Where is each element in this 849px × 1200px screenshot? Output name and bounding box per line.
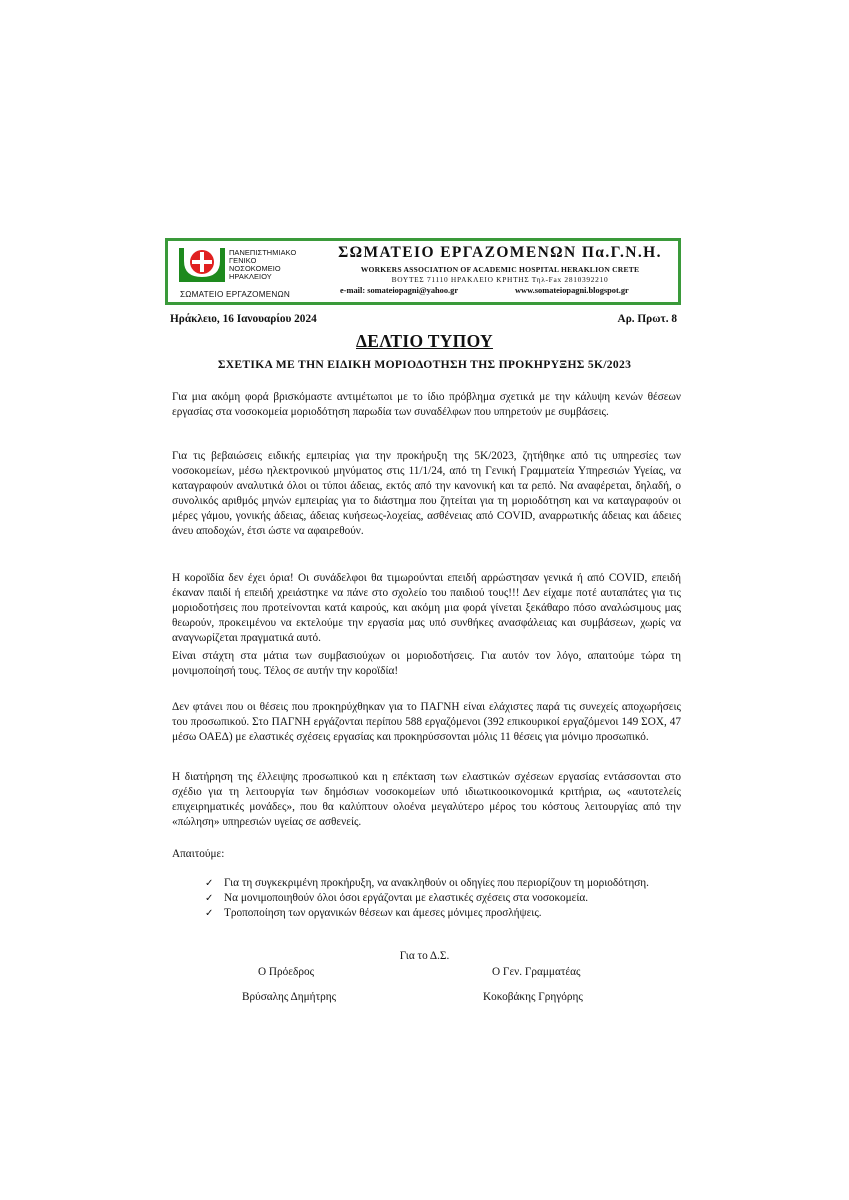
signature-role-president: Ο Πρόεδρος [258, 966, 315, 978]
hospital-name-line: ΠΑΝΕΠΙΣΤΗΜΙΑΚΟ [229, 248, 297, 257]
demand-text: Τροποποίηση των οργανικών θέσεων και άμεσες μόνιμες προσλήψεις. [224, 907, 542, 920]
union-english-name: WORKERS ASSOCIATION OF ACADEMIC HOSPITAL HERAKLION CRETE [360, 265, 640, 274]
union-label: ΣΩΜΑΤΕΙΟ ΕΡΓΑΖΟΜΕΝΩΝ [180, 290, 290, 299]
demands-list [205, 876, 681, 921]
website-link[interactable]: www.somateiopagni.blogspot.gr [515, 286, 629, 295]
protocol-number: Αρ. Πρωτ. 8 [617, 313, 677, 325]
union-logo [174, 245, 320, 303]
paragraph: Για τις βεβαιώσεις ειδικής εμπειρίας για την προκήρυξη της 5Κ/2023, ζητήθηκε από τις υπηρεσίες των νοσοκομείων, μέσω ηλεκτρονικού μηνύματος στις 11/1/24, από τη Γενική Γραμματεία Υπηρεσιών Υγείας, να καταγραφούν αναλυτικά όλοι οι τύποι άδειας, εκτός από την κανονική και τα ρεπό. Να αναφέρεται, δηλαδή, ο συνολικός αριθμός μηνών εμπειρίας για το διάστημα που ζητείται για τη μοριοδότηση και να καταγραφούν οι μέρες γάμου, γονικής άδειας, άδειας κυήσεως-λοχείας, ασθένειας από COVID, αναρρωτικής άδειας και άδειες άνευ αποδοχών, έτσι ώστε να αφαιρεθούν. [172, 450, 681, 538]
document-subtitle: ΣΧΕΤΙΚΑ ΜΕ ΤΗΝ ΕΙΔΙΚΗ ΜΟΡΙΟΔΟΤΗΣΗ ΤΗΣ ΠΡΟΚΗΡΥΞΗΣ 5Κ/2023 [217, 358, 632, 371]
paragraph: Η κοροϊδία δεν έχει όρια! Οι συνάδελφοι θα τιμωρούνται επειδή αρρώστησαν γενικά ή από COVID, επειδή έκαναν παιδί ή επειδή χρειάστηκε να πάνε στο σχολείο του παιδιού τους!!! Δεν είχαμε ποτέ αυταπάτες για τις μοριοδοτήσεις που προτείνονται κατά καιρούς, και ακόμη μια φορά γίνεται ξεκάθαρο πόσο αναλώσιμους μας θεωρούν, προκειμένου να εκτελούμε την εργασία μας υπό συνθήκες ανασφάλειας και συμβάσεων, χωρίς να αναγνωρίζεται πραγματικά αυτό. [172, 572, 681, 645]
paragraph: Είναι στάχτη στα μάτια των συμβασιούχων οι μοριοδοτήσεις. Για αυτόν τον λόγο, απαιτούμε τώρα τη μονιμοποίησή τους. Τέλος σε αυτήν την κοροϊδία! [172, 650, 681, 678]
email-link[interactable]: e-mail: somateiopagni@yahoo.gr [340, 286, 459, 295]
union-address: ΒΟΥΤΕΣ 71110 ΗΡΑΚΛΕΙΟ ΚΡΗΤΗΣ Τηλ-Fax 2810392210 [391, 275, 609, 284]
checkmark-icon: ✓ [205, 878, 214, 889]
paragraph: Δεν φτάνει που οι θέσεις που προκηρύχθηκαν για το ΠΑΓΝΗ είναι ελάχιστες παρά τις συνεχείς αποχωρήσεις του προσωπικού. Στο ΠΑΓΝΗ εργάζονται περίπου 588 εργαζόμενοι (392 επικουρικοί εργαζόμενοι 149 ΣΟΧ, 47 μέσω ΟΑΕΔ) με ελαστικές σχέσεις εργασίας και προκηρύσσονται μόλις 11 θέσεις για μόνιμο προσωπικό. [172, 701, 681, 744]
hospital-name-line: ΝΟΣΟΚΟΜΕΙΟ [229, 264, 281, 273]
union-title: ΣΩΜΑΤΕΙΟ ΕΡΓΑΖΟΜΕΝΩΝ Πα.Γ.Ν.Η. [338, 244, 662, 261]
signature-name-president: Βρύσαλης Δημήτρης [242, 991, 337, 1003]
paragraph: Για μια ακόμη φορά βρισκόμαστε αντιμέτωποι με το ίδιο πρόβλημα σχετικά με την κάλυψη κενών θέσεων εργασίας στα νοσοκομεία μοριοδότηση παρωδία των συναδέλφων που υπηρετούν με συμβάσεις. [172, 391, 681, 419]
checkmark-icon: ✓ [205, 908, 214, 920]
hospital-name [229, 249, 296, 281]
hospital-cross-logo-icon [178, 247, 226, 283]
demand-text: Για τη συγκεκριμένη προκήρυξη, να ανακληθούν οι οδηγίες που περιορίζουν τη μοριοδότηση. [224, 877, 649, 889]
hospital-name-line: ΗΡΑΚΛΕΙΟΥ [229, 272, 272, 281]
demand-item [205, 906, 681, 921]
paragraph: Η διατήρηση της έλλειψης προσωπικού και η επέκταση των ελαστικών σχέσεων εργασίας εντάσσονται στο σχέδιο για τη λειτουργία των δημόσιων νοσοκομείων υπό ιδιωτικοοικονομικά κριτήρια, ως «αυτοτελείς επιχειρηματικές μονάδες», που θα καλύπτουν ολοένα μεγαλύτερο μέρος του κόστους λειτουργίας από την «πώληση» υπηρεσιών υγείας σε ασθενείς. [172, 771, 681, 829]
signature-name-secretary: Κοκοβάκης Γρηγόρης [483, 991, 583, 1003]
hospital-name-line: ΓΕΝΙΚΟ [229, 256, 257, 265]
letterhead [165, 238, 681, 305]
demands-intro: Απαιτούμε: [172, 848, 225, 860]
document-title: ΔΕΛΤΙΟ ΤΥΠΟΥ [356, 331, 493, 351]
demand-item [205, 891, 681, 906]
signature-role-secretary: Ο Γεν. Γραμματέας [492, 966, 581, 978]
demand-item [205, 876, 681, 891]
document-date: Ηράκλειο, 16 Ιανουαρίου 2024 [170, 313, 317, 325]
demand-text: Να μονιμοποιηθούν όλοι όσοι εργάζονται με ελαστικές σχέσεις στα νοσοκομεία. [224, 892, 589, 905]
checkmark-icon: ✓ [205, 893, 214, 905]
signature-for-board: Για το Δ.Σ. [399, 950, 450, 962]
